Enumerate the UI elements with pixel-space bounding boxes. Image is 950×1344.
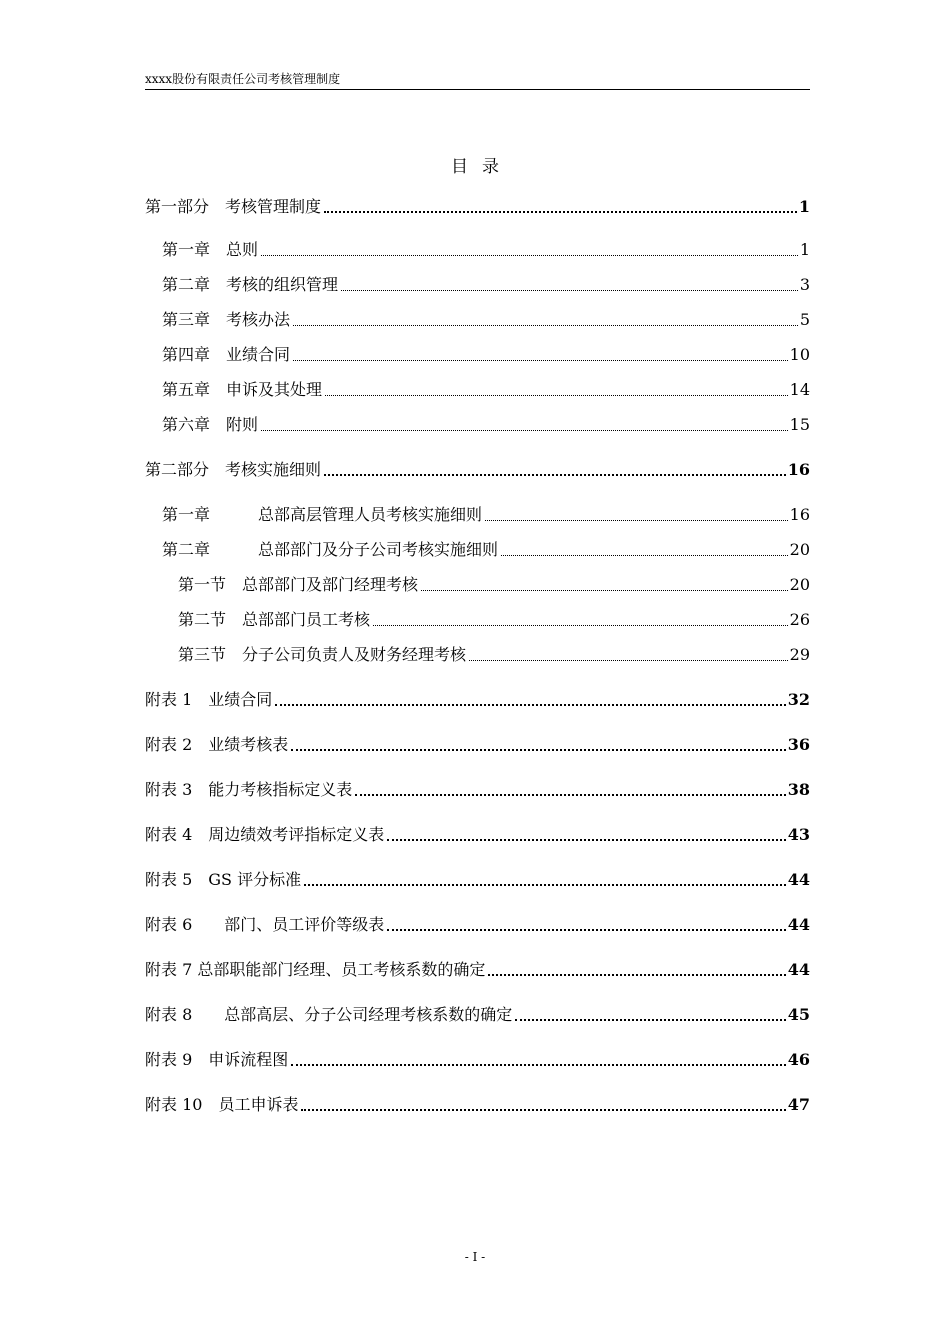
toc-dot-leader	[341, 290, 798, 291]
toc-entry[interactable]	[162, 237, 810, 261]
toc-entry-page: 20	[789, 540, 810, 559]
toc-entry[interactable]	[145, 912, 810, 936]
toc-entry[interactable]	[162, 537, 810, 561]
toc-entry[interactable]	[145, 1092, 810, 1116]
toc-entry[interactable]	[145, 822, 810, 846]
toc-entry-page: 29	[789, 645, 810, 664]
toc-entry[interactable]	[178, 572, 810, 596]
toc-entry-page: 3	[799, 275, 810, 294]
toc-entry[interactable]	[162, 502, 810, 526]
toc-entry-label: 第五章 申诉及其处理	[162, 380, 323, 399]
toc-entry[interactable]	[162, 307, 810, 331]
toc-entry-page: 43	[787, 825, 810, 844]
toc-entry-page: 44	[787, 870, 810, 889]
toc-dot-leader	[469, 660, 788, 661]
toc-entry-label: 第三节 分子公司负责人及财务经理考核	[178, 645, 467, 664]
toc-dot-leader	[421, 590, 788, 591]
toc-entry-page: 15	[789, 415, 810, 434]
toc-entry-label: 第一节 总部部门及部门经理考核	[178, 575, 419, 594]
toc-dot-leader	[387, 929, 785, 931]
toc-entry[interactable]	[178, 642, 810, 666]
toc-dot-leader	[355, 794, 785, 796]
toc-entry-page: 16	[789, 505, 810, 524]
toc-entry-page: 44	[787, 915, 810, 934]
toc-entry-label: 第一部分 考核管理制度	[145, 197, 322, 216]
toc-entry[interactable]	[162, 412, 810, 436]
toc-dot-leader	[488, 974, 785, 976]
toc-entry[interactable]	[178, 607, 810, 631]
toc-dot-leader	[373, 625, 788, 626]
toc-entry-label: 第三章 考核办法	[162, 310, 291, 329]
toc-entry-label: 附表 10 员工申诉表	[145, 1095, 299, 1114]
toc-entry-label: 附表 7 总部职能部门经理、员工考核系数的确定	[145, 960, 486, 979]
toc-entry-label: 第一章 总则	[162, 240, 259, 259]
toc-entry-page: 5	[799, 310, 810, 329]
toc-entry-label: 第二章 总部部门及分子公司考核实施细则	[162, 540, 499, 559]
toc-dot-leader	[501, 555, 788, 556]
toc-dot-leader	[485, 520, 788, 521]
toc-entry[interactable]	[162, 342, 810, 366]
toc-entry[interactable]	[145, 457, 810, 481]
toc-entry-page: 1	[798, 197, 810, 216]
toc-entry-page: 47	[787, 1095, 810, 1114]
toc-entry[interactable]	[162, 377, 810, 401]
toc-entry-page: 20	[789, 575, 810, 594]
toc-entry-label: 第四章 业绩合同	[162, 345, 291, 364]
toc-entry-label: 附表 4 周边绩效考评指标定义表	[145, 825, 385, 844]
toc-entry-page: 14	[789, 380, 810, 399]
toc-entry-label: 附表 3 能力考核指标定义表	[145, 780, 353, 799]
toc-entry-label: 第二节 总部部门员工考核	[178, 610, 371, 629]
toc-dot-leader	[325, 395, 788, 396]
toc-entry-page: 44	[787, 960, 810, 979]
toc-entry-page: 38	[787, 780, 810, 799]
toc-dot-leader	[261, 430, 788, 431]
toc-entry[interactable]	[145, 687, 810, 711]
toc-entry-page: 26	[789, 610, 810, 629]
running-header: xxxx股份有限责任公司考核管理制度	[145, 72, 341, 86]
toc-dot-leader	[324, 474, 786, 476]
toc-entry-page: 1	[799, 240, 810, 259]
toc-dot-leader	[291, 749, 785, 751]
toc-dot-leader	[324, 211, 797, 213]
toc-dot-leader	[515, 1019, 785, 1021]
toc-dot-leader	[291, 1064, 785, 1066]
toc-dot-leader	[387, 839, 785, 841]
toc-entry[interactable]	[162, 272, 810, 296]
toc-dot-leader	[293, 325, 798, 326]
toc-entry-label: 第二章 考核的组织管理	[162, 275, 339, 294]
toc-dot-leader	[293, 360, 788, 361]
toc-entry[interactable]	[145, 777, 810, 801]
toc-entry-label: 附表 8 总部高层、分子公司经理考核系数的确定	[145, 1005, 513, 1024]
toc-dot-leader	[301, 1109, 785, 1111]
toc-entry[interactable]	[145, 732, 810, 756]
toc-dot-leader	[275, 704, 785, 706]
toc-entry-label: 附表 1 业绩合同	[145, 690, 273, 709]
toc-title: 目录	[451, 157, 513, 177]
toc-entry-page: 45	[787, 1005, 810, 1024]
toc-entry-page: 16	[787, 460, 810, 479]
toc-entry[interactable]	[145, 194, 810, 218]
toc-entry[interactable]	[145, 1047, 810, 1071]
toc-entry-label: 附表 5 GS 评分标准	[145, 870, 302, 889]
toc-entry[interactable]	[145, 957, 810, 981]
table-of-contents	[145, 0, 810, 1344]
toc-entry-page: 10	[789, 345, 810, 364]
toc-entry-label: 附表 9 申诉流程图	[145, 1050, 289, 1069]
toc-entry-page: 32	[787, 690, 810, 709]
page-number: - I -	[464, 1250, 486, 1264]
toc-entry-label: 附表 2 业绩考核表	[145, 735, 289, 754]
toc-entry[interactable]	[145, 1002, 810, 1026]
toc-dot-leader	[261, 255, 798, 256]
toc-entry-page: 46	[787, 1050, 810, 1069]
toc-dot-leader	[304, 884, 786, 886]
toc-entry-label: 第二部分 考核实施细则	[145, 460, 322, 479]
toc-entry-page: 36	[787, 735, 810, 754]
toc-entry[interactable]	[145, 867, 810, 891]
toc-entry-label: 第一章 总部高层管理人员考核实施细则	[162, 505, 483, 524]
toc-entry-label: 附表 6 部门、员工评价等级表	[145, 915, 385, 934]
toc-entry-label: 第六章 附则	[162, 415, 259, 434]
